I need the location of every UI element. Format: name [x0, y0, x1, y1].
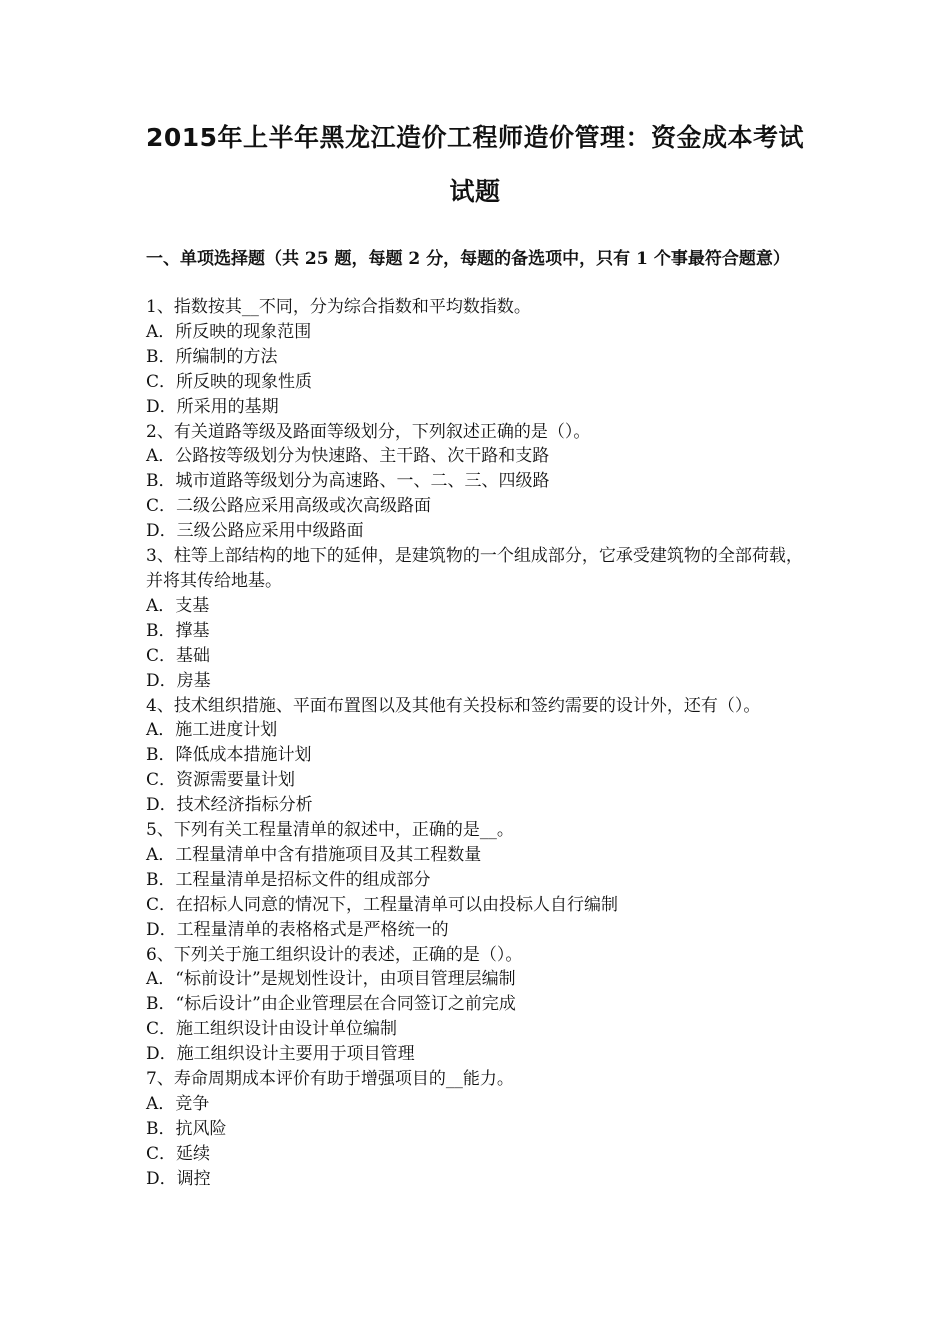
- answer-option: D．调控: [146, 1168, 211, 1189]
- question-stem: 1、指数按其__不同，分为综合指数和平均数指数。: [146, 297, 531, 317]
- answer-option: B．所编制的方法: [146, 346, 278, 367]
- question-stem: 7、寿命周期成本评价有助于增强项目的__能力。: [146, 1069, 514, 1090]
- answer-option: A．公路按等级划分为快速路、主干路、次干路和支路: [146, 446, 550, 467]
- answer-option: A．施工进度计划: [146, 720, 278, 741]
- answer-option: C．延续: [146, 1143, 211, 1164]
- question-item: [146, 544, 810, 693]
- answer-option: D．三级公路应采用中级路面: [146, 521, 364, 542]
- answer-option: A．竞争: [146, 1094, 210, 1114]
- answer-option: D．所采用的基期: [146, 396, 279, 417]
- answer-option: B．撑基: [146, 620, 210, 641]
- answer-option: C．所反映的现象性质: [146, 371, 313, 392]
- question-item: [146, 818, 810, 943]
- answer-option: B．抗风险: [146, 1118, 227, 1139]
- document-title-line-1: 2015年上半年黑龙江造价工程师造价管理：资金成本考试: [145, 123, 805, 152]
- question-item: [146, 943, 810, 1068]
- answer-option: A．“标前设计”是规划性设计，由项目管理层编制: [146, 969, 516, 990]
- question-stem: 4、技术组织措施、平面布置图以及其他有关投标和签约需要的设计外，还有（）。: [146, 695, 761, 716]
- answer-option: A．所反映的现象范围: [146, 321, 312, 342]
- answer-option: C．资源需要量计划: [146, 770, 296, 791]
- answer-option: A．支基: [146, 595, 210, 616]
- question-stem: 3、柱等上部结构的地下的延伸，是建筑物的一个组成部分，它承受建筑物的全部荷载，并将其传给地基。: [146, 546, 803, 591]
- answer-option: D．房基: [146, 670, 211, 691]
- answer-option: C．二级公路应采用高级或次高级路面: [146, 496, 432, 517]
- answer-option: B．工程量清单是招标文件的组成部分: [146, 869, 431, 890]
- question-item: [146, 295, 810, 420]
- answer-option: C．基础: [146, 645, 211, 666]
- question-stem: 2、有关道路等级及路面等级划分，下列叙述正确的是（）。: [146, 421, 591, 442]
- answer-option: B．城市道路等级划分为高速路、一、二、三、四级路: [146, 471, 550, 492]
- answer-option: B．降低成本措施计划: [146, 745, 312, 766]
- question-item: [146, 1067, 810, 1192]
- answer-option: D．工程量清单的表格格式是严格统一的: [146, 919, 449, 940]
- document-title-line-2: 试题: [449, 177, 501, 206]
- question-item: [146, 694, 810, 819]
- answer-option: C．施工组织设计由设计单位编制: [146, 1019, 398, 1040]
- question-item: [146, 420, 810, 545]
- answer-option: C．在招标人同意的情况下，工程量清单可以由投标人自行编制: [146, 894, 619, 915]
- answer-option: A．工程量清单中含有措施项目及其工程数量: [146, 844, 482, 865]
- answer-option: D．施工组织设计主要用于项目管理: [146, 1044, 415, 1065]
- answer-option: B．“标后设计”由企业管理层在合同签订之前完成: [146, 994, 516, 1015]
- question-list: [146, 295, 810, 1192]
- question-stem: 5、下列有关工程量清单的叙述中，正确的是__。: [146, 820, 514, 841]
- section-heading: 一、单项选择题（共 25 题，每题 2 分，每题的备选项中，只有 1 个事最符合题意）: [146, 249, 790, 269]
- question-stem: 6、下列关于施工组织设计的表述，正确的是（）。: [146, 944, 523, 965]
- answer-option: D．技术经济指标分析: [146, 795, 313, 816]
